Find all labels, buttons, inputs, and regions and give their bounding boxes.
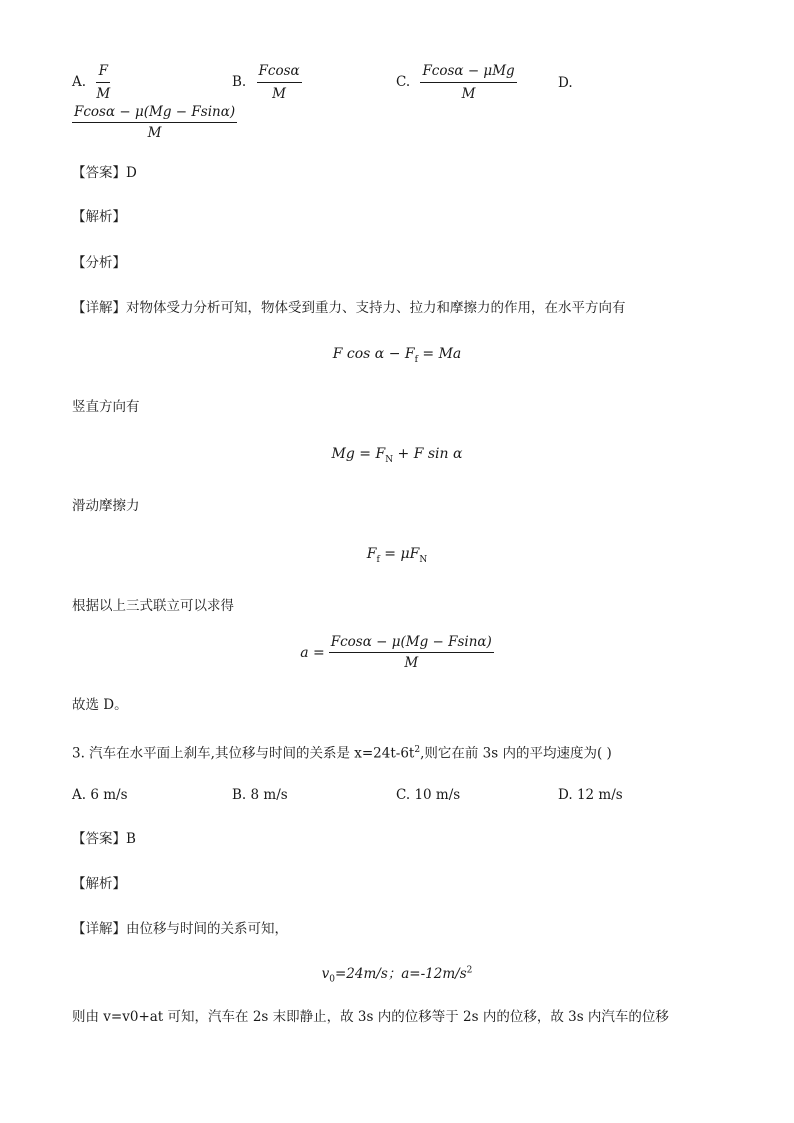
q3-option-b-label: B. bbox=[232, 787, 247, 803]
eq3-lhs: F bbox=[366, 546, 377, 562]
q3-eq-sup: 2 bbox=[466, 965, 473, 976]
combine-text: 根据以上三式联立可以求得 bbox=[72, 598, 234, 614]
option-b-numerator: Fcosα bbox=[257, 62, 302, 83]
friction-text: 滑动摩擦力 bbox=[72, 498, 140, 514]
vertical-text: 竖直方向有 bbox=[72, 399, 140, 415]
q3-option-a-text: 6 m/s bbox=[90, 787, 128, 803]
detail-text: 对物体受力分析可知，物体受到重力、支持力、拉力和摩擦力的作用，在水平方向有 bbox=[126, 300, 626, 316]
q3-eq-sub: 0 bbox=[329, 974, 335, 985]
option-a-denominator: M bbox=[96, 86, 111, 102]
equation-result bbox=[0, 634, 794, 671]
q3-option-c-label: C. bbox=[396, 787, 411, 803]
option-d-denominator: M bbox=[147, 125, 162, 141]
q3-option-d bbox=[558, 786, 623, 804]
option-c-label: C. bbox=[396, 74, 411, 90]
q3-answer bbox=[72, 830, 136, 848]
option-b-label: B. bbox=[232, 74, 247, 90]
option-a-label: A. bbox=[72, 74, 87, 90]
q3-detail bbox=[72, 920, 288, 938]
eq4-fraction bbox=[329, 634, 494, 671]
eq1-rhs: = Ma bbox=[417, 346, 462, 362]
option-d-numerator: Fcosα − μ(Mg − Fsinα) bbox=[72, 104, 237, 123]
eq2-lhs: Mg = F bbox=[331, 446, 386, 462]
option-d-label: D. bbox=[558, 75, 573, 91]
eq4-denominator: M bbox=[404, 655, 419, 671]
q3-stem-pre: 3. 汽车在水平面上刹车,其位移与时间的关系是 x=24t-6t bbox=[72, 745, 415, 762]
option-a-numerator: F bbox=[96, 62, 110, 83]
equation-horizontal bbox=[0, 346, 794, 365]
q3-option-c-text: 10 m/s bbox=[414, 787, 461, 803]
q2-answer bbox=[72, 164, 137, 182]
q3-stem-post: ,则它在前 3s 内的平均速度为( ) bbox=[420, 745, 612, 762]
option-b-fraction bbox=[257, 62, 302, 103]
detail-label: 【详解】 bbox=[72, 300, 126, 316]
eq3-sub2: N bbox=[419, 554, 428, 565]
q3-answer-label: 【答案】 bbox=[72, 831, 126, 847]
answer-label: 【答案】 bbox=[72, 165, 126, 181]
q2-detail bbox=[72, 299, 626, 317]
eq3-sub1: f bbox=[376, 554, 380, 565]
q3-option-d-label: D. bbox=[558, 787, 573, 803]
q3-answer-value: B bbox=[126, 831, 136, 847]
eq2-rhs: + F sin α bbox=[393, 446, 463, 462]
q3-detail-label: 【详解】 bbox=[72, 921, 126, 937]
option-c bbox=[396, 62, 517, 103]
q3-option-a bbox=[72, 786, 128, 804]
q3-option-b bbox=[232, 786, 288, 804]
option-c-fraction bbox=[420, 62, 516, 103]
eq3-mid: = μF bbox=[379, 546, 420, 562]
q3-option-a-label: A. bbox=[72, 787, 87, 803]
q3-option-d-text: 12 m/s bbox=[576, 787, 623, 803]
option-c-numerator: Fcosα − μMg bbox=[420, 62, 516, 83]
equation-vertical bbox=[0, 446, 794, 465]
q3-stem bbox=[72, 741, 612, 763]
eq4-lhs: a = bbox=[300, 644, 325, 661]
q3-eq-mid: =24m/s；a=-12m/s bbox=[334, 966, 467, 982]
eq2-sub: N bbox=[385, 454, 394, 465]
q3-option-c bbox=[396, 786, 460, 804]
q3-option-b-text: 8 m/s bbox=[250, 787, 288, 803]
q3-eq-v: v bbox=[321, 966, 330, 982]
option-c-denominator: M bbox=[461, 86, 476, 102]
option-a-fraction bbox=[96, 62, 110, 103]
q2-analysis-label: 【解析】 bbox=[72, 209, 126, 225]
option-d-fraction bbox=[72, 104, 237, 141]
q2-fenxi-label: 【分析】 bbox=[72, 255, 126, 271]
equation-friction bbox=[0, 546, 794, 565]
option-b-denominator: M bbox=[272, 86, 286, 102]
option-b bbox=[232, 62, 302, 103]
eq4-numerator: Fcosα − μ(Mg − Fsinα) bbox=[329, 634, 494, 653]
q3-analysis-label: 【解析】 bbox=[72, 876, 126, 892]
eq1-sub: f bbox=[414, 354, 418, 365]
q3-last-line: 则由 v=v0+at 可知，汽车在 2s 末即静止，故 3s 内的位移等于 2s 内的位移，故 3s 内汽车的位移 bbox=[72, 1009, 669, 1025]
q3-detail-text: 由位移与时间的关系可知， bbox=[126, 921, 288, 937]
q3-stem-sup: 2 bbox=[414, 745, 421, 755]
eq1-lhs: F cos α − F bbox=[332, 346, 415, 362]
option-a bbox=[72, 62, 110, 103]
q3-equation bbox=[0, 962, 794, 985]
answer-value: D bbox=[126, 165, 137, 181]
q2-conclusion: 故选 D。 bbox=[72, 697, 128, 713]
